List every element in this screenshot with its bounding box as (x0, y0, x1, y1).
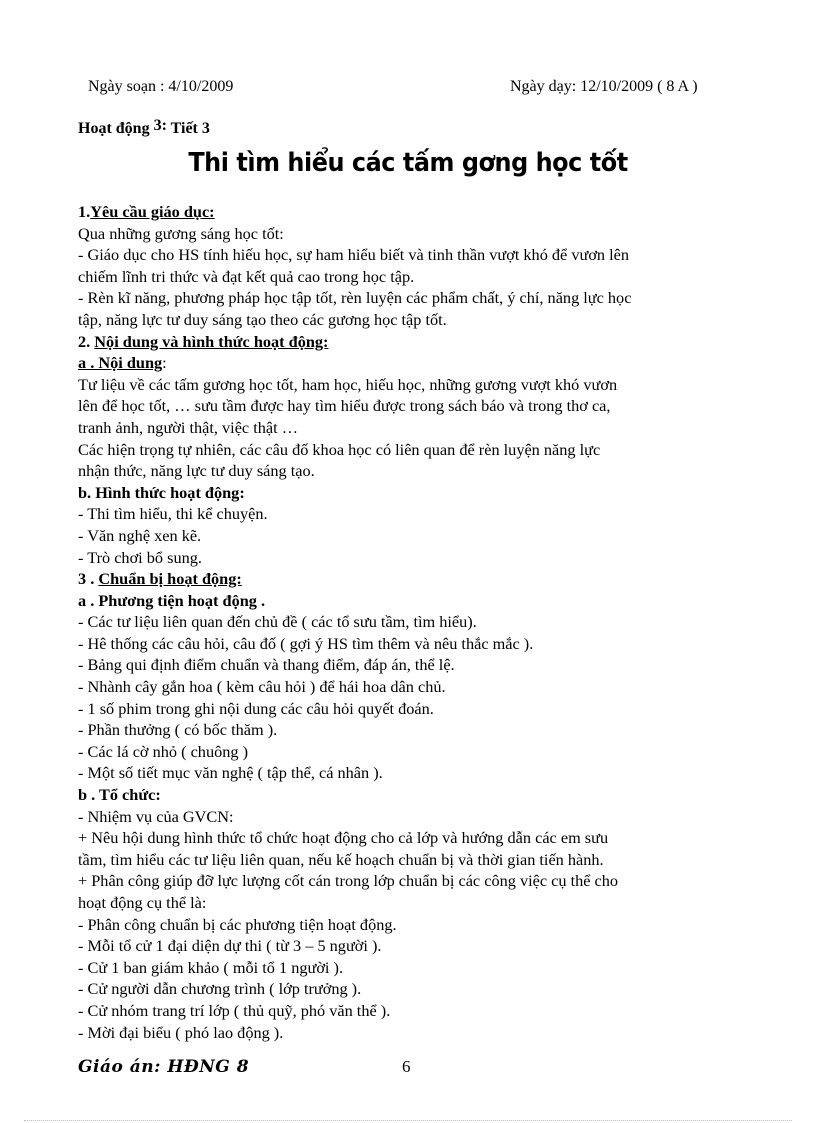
footer-signature: Giáo án: HĐNG 8 (78, 1057, 250, 1077)
subsection-2a-colon: : (162, 353, 167, 373)
paragraph-line: Qua những gương sáng học tốt: (78, 223, 284, 243)
section-1-title: Yêu cầu giáo dục: (90, 202, 215, 221)
subsection-3b-label: b . Tổ chức: (78, 785, 161, 805)
list-item: - Mỗi tổ cử 1 đại diện dự thi ( từ 3 – 5 người ). (78, 936, 382, 956)
list-item: - Các tư liệu liên quan đến chủ đề ( các tổ sưu tầm, tìm hiểu). (78, 612, 477, 632)
paragraph-line: - Giáo dục cho HS tính hiếu học, sự ham hiểu biết và tinh thần vượt khó để vươn lên (78, 245, 630, 265)
prep-date: Ngày soạn : 4/10/2009 (88, 78, 234, 95)
section-2-heading (78, 331, 738, 353)
paragraph-line: Tư liệu về các tấm gương học tốt, ham học, hiếu học, những gương vượt khó vươn (78, 374, 618, 394)
section-2-number: 2. (78, 331, 91, 351)
page-title: Thi tìm hiểu các tấm gơng học tốt (188, 148, 628, 178)
document-body (78, 201, 738, 1043)
list-item: - Cử 1 ban giám khảo ( mỗi tổ 1 người ). (78, 957, 344, 977)
list-item: - Các lá cờ nhỏ ( chuông ) (78, 741, 249, 761)
section-3-title: Chuẩn bị hoạt động: (98, 569, 242, 589)
section-2-title: Nội dung và hình thức hoạt động: (94, 331, 329, 351)
activity-label: Hoạt động (78, 120, 150, 137)
lesson-label: Tiết 3 (170, 120, 210, 137)
paragraph-line: tập, năng lực tư duy sáng tạo theo các gương học tập tốt. (78, 309, 447, 329)
list-item: - Bảng qui định điểm chuẩn và thang điểm, đáp án, thể lệ. (78, 655, 455, 675)
paragraph-line: Các hiện trọng tự nhiên, các câu đố khoa học có liên quan để rèn luyện năng lực (78, 439, 601, 459)
subsection-3a-label: a . Phương tiện hoạt động . (78, 590, 266, 610)
list-item: - Hê thống các câu hỏi, câu đố ( gợi ý HS tìm thêm và nêu thắc mắc ). (78, 633, 534, 653)
paragraph-line: - Rèn kĩ năng, phương pháp học tập tốt, rèn luyện các phẩm chất, ý chí, năng lực học (78, 288, 632, 308)
subsection-2b-label: b. Hình thức hoạt động: (78, 482, 245, 502)
section-1-heading (78, 201, 738, 223)
activity-number: 3: (153, 117, 167, 134)
paragraph-line: tranh ảnh, người thật, việc thật … (78, 417, 298, 437)
list-item: - Nhiệm vụ của GVCN: (78, 806, 234, 826)
list-item: hoạt động cụ thể là: (78, 893, 207, 912)
list-item: - Một số tiết mục văn nghệ ( tập thể, cá nhân ). (78, 763, 383, 783)
list-item: + Phân công giúp đỡ lực lượng cốt cán trong lớp chuẩn bị các công việc cụ thể cho (78, 871, 619, 891)
list-item: - Trò chơi bổ sung. (78, 547, 202, 567)
list-item: - Phần thưởng ( có bốc thăm ). (78, 720, 278, 740)
paragraph-line: nhận thức, năng lực tư duy sáng tạo. (78, 461, 315, 481)
list-item: - Phân công chuẩn bị các phương tiện hoạt động. (78, 914, 397, 934)
subsection-2a-heading (78, 352, 738, 374)
section-3-number: 3 . (78, 569, 95, 589)
list-item: - Cử nhóm trang trí lớp ( thủ quỹ, phó văn thể ). (78, 1000, 391, 1020)
list-item: tầm, tìm hiểu các tư liệu liên quan, nếu kế hoạch chuẩn bị và thời gian tiến hành. (78, 849, 604, 869)
paragraph-line: chiếm lĩnh tri thức và đạt kết quả cao trong học tập. (78, 266, 415, 286)
list-item: - 1 số phim trong ghi nội dung các câu hỏi quyết đoán. (78, 698, 434, 718)
list-item: - Cử người dẫn chương trình ( lớp trưởng ). (78, 979, 362, 999)
activity-heading (78, 117, 210, 138)
list-item: - Thi tìm hiểu, thi kể chuyện. (78, 504, 268, 524)
paragraph-line: lên để học tốt, … sưu tầm được hay tìm hiểu được trong sách báo và trong thơ ca, (78, 396, 611, 416)
list-item: - Mời đại biểu ( phó lao động ). (78, 1022, 284, 1042)
section-1-number: 1. (78, 202, 91, 221)
list-item: + Nêu hội dung hình thức tổ chức hoạt động cho cả lớp và hướng dẫn các em sưu (78, 828, 609, 848)
section-3-heading (78, 568, 738, 590)
teach-date: Ngày dạy: 12/10/2009 ( 8 A ) (510, 78, 698, 95)
list-item: - Nhành cây gắn hoa ( kèm câu hỏi ) để hái hoa dân chủ. (78, 677, 446, 697)
page-bottom-divider (24, 1120, 792, 1121)
list-item: - Văn nghệ xen kẽ. (78, 525, 202, 545)
subsection-2a-label: a . Nội dung (78, 353, 163, 373)
page-number: 6 (402, 1057, 411, 1076)
